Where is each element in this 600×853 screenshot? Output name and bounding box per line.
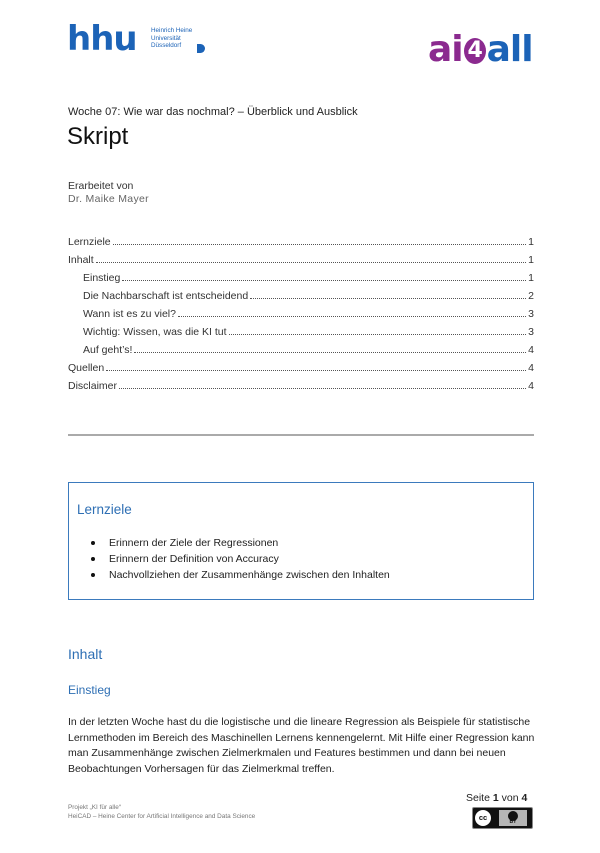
- by-icon: [499, 810, 527, 826]
- toc-leader-dots: [106, 369, 526, 371]
- toc-entry-page: 1: [528, 254, 534, 266]
- page-number: [466, 792, 527, 804]
- toc-entry-label: Einstieg: [83, 272, 121, 284]
- learning-goals-title: Lernziele: [77, 502, 132, 517]
- toc-entry-page: 3: [528, 308, 534, 320]
- learning-goals-list: [91, 535, 390, 583]
- hhu-logo-subtitle: Heinrich Heine Universität Düsseldorf: [151, 27, 193, 50]
- page-number-separator: von: [501, 792, 519, 804]
- toc-entry-label: Auf geht’s!: [83, 344, 133, 356]
- learning-goals-box: [68, 482, 534, 600]
- ai4all-logo-all: all: [486, 29, 533, 70]
- toc-entry-label: Die Nachbarschaft ist entscheidend: [83, 290, 249, 302]
- section-title-inhalt: Inhalt: [68, 646, 103, 662]
- toc-leader-dots: [113, 243, 527, 245]
- list-item: Nachvollziehen der Zusammenhänge zwischen den Inhalten: [91, 567, 390, 583]
- toc-leader-dots: [122, 279, 526, 281]
- author-name: Dr. Maike Mayer: [68, 193, 149, 205]
- toc-entry-page: 3: [528, 326, 534, 338]
- toc-entry-label: Wichtig: Wissen, was die KI tut: [83, 326, 227, 338]
- toc-entry[interactable]: [68, 266, 534, 284]
- page-number-total: 4: [521, 792, 528, 804]
- toc-entry[interactable]: [68, 338, 534, 356]
- cc-by-license-icon: [472, 807, 533, 829]
- intro-paragraph: In der letzten Woche hast du die logistische und die lineare Regression als Beispiele für statistische Lernmethoden im Bereich des Maschinellen Lernens kennengelernt. Mit Hilfe einer Regression kann man Zusammenhänge zwischen Zielmerkmalen und Features bestimmen und dann bei neuen Beobachtungen Vorhersagen für das Zielmerkmal treffen.: [68, 716, 535, 775]
- list-item: Erinnern der Definition von Accuracy: [91, 551, 390, 567]
- ai4all-logo: [428, 30, 540, 70]
- toc-entry[interactable]: [68, 230, 534, 248]
- subsection-title-einstieg: Einstieg: [68, 683, 111, 697]
- week-line: Woche 07: Wie war das nochmal? – Überblick und Ausblick: [68, 106, 358, 118]
- ai4all-logo-ai: ai: [428, 29, 463, 70]
- toc-entry-page: 1: [528, 272, 534, 284]
- ai4all-logo-four: 4: [464, 38, 486, 64]
- toc-entry-label: Inhalt: [68, 254, 94, 266]
- footer-project-text: Projekt „KI für alle“ HeiCAD – Heine Center for Artificial Intelligence and Data Science: [68, 804, 256, 820]
- toc-entry-page: 2: [528, 290, 534, 302]
- toc-leader-dots: [119, 387, 526, 389]
- toc-entry-page: 4: [528, 380, 534, 392]
- toc-entry-page: 4: [528, 362, 534, 374]
- toc-entry[interactable]: [68, 374, 534, 392]
- toc-entry-label: Wann ist es zu viel?: [83, 308, 176, 320]
- toc-entry[interactable]: [68, 356, 534, 374]
- hhu-logo-mark: [197, 44, 205, 53]
- by-label: BY: [509, 819, 517, 825]
- page-title: Skript: [67, 123, 129, 150]
- toc-leader-dots: [229, 333, 527, 335]
- table-of-contents: [68, 230, 534, 392]
- toc-entry-page: 4: [528, 344, 534, 356]
- page-number-current: 1: [492, 792, 499, 804]
- toc-entry[interactable]: [68, 302, 534, 320]
- toc-entry[interactable]: [68, 320, 534, 338]
- divider: [68, 434, 534, 436]
- toc-leader-dots: [178, 315, 526, 317]
- author-label: Erarbeitet von: [68, 180, 134, 192]
- toc-leader-dots: [134, 351, 526, 353]
- toc-leader-dots: [250, 297, 526, 299]
- toc-entry[interactable]: [68, 284, 534, 302]
- toc-entry-label: Lernziele: [68, 236, 111, 248]
- page-number-prefix: Seite: [466, 792, 490, 804]
- hhu-logo-word: hhu: [67, 19, 137, 59]
- hhu-logo: [67, 19, 207, 59]
- toc-entry-page: 1: [528, 236, 534, 248]
- list-item: Erinnern der Ziele der Regressionen: [91, 535, 390, 551]
- toc-entry-label: Disclaimer: [68, 380, 118, 392]
- toc-entry[interactable]: [68, 248, 534, 266]
- cc-icon: cc: [475, 810, 491, 826]
- toc-leader-dots: [96, 261, 526, 263]
- toc-entry-label: Quellen: [68, 362, 105, 374]
